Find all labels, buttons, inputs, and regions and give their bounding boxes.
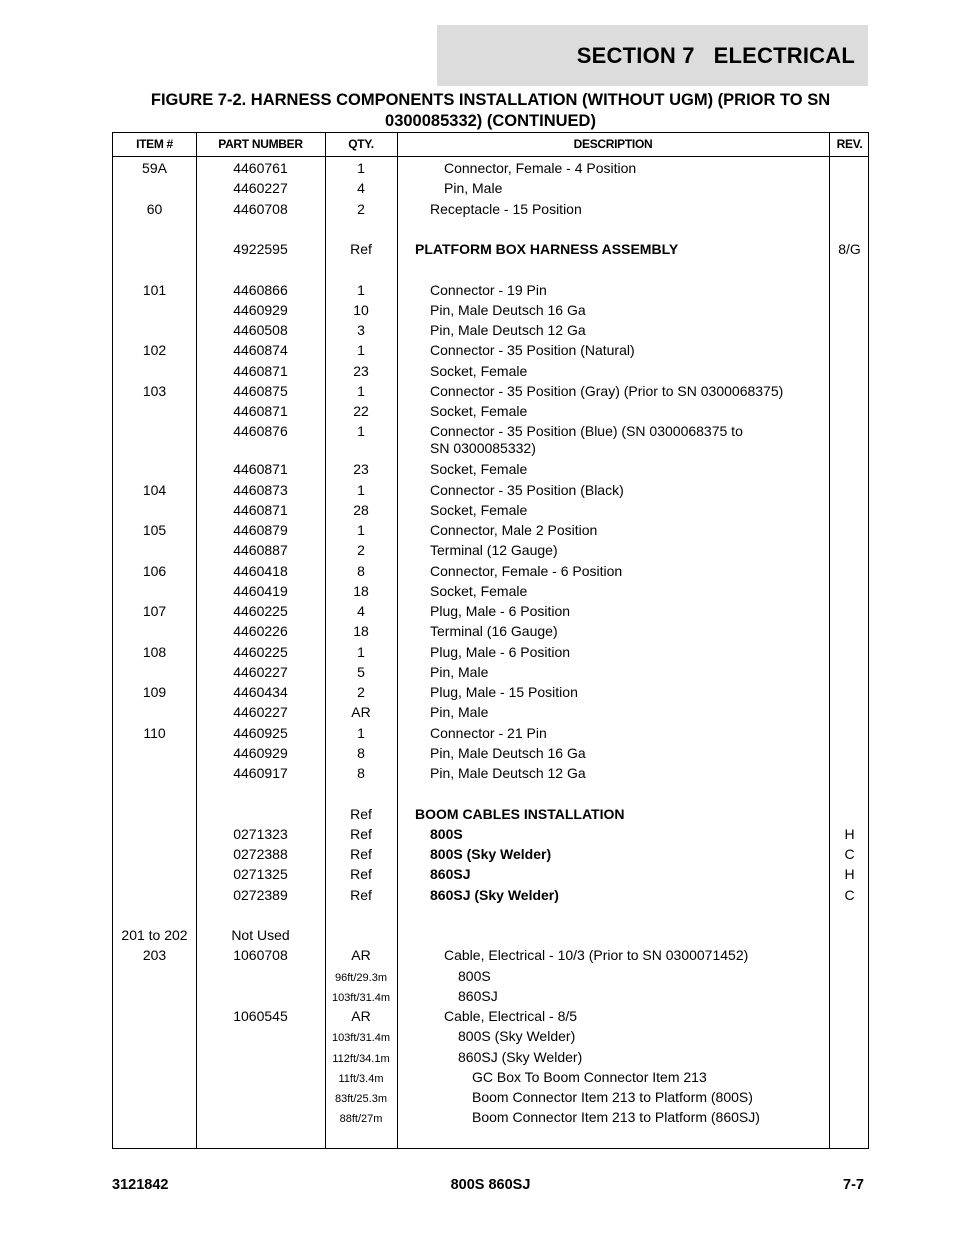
description-line: 860SJ (Sky Welder) (458, 1048, 583, 1065)
cell-qty: 2 (357, 684, 365, 700)
description-line: Connector, Female - 4 Position (444, 160, 637, 176)
cell-rev: C (844, 846, 855, 862)
table-row (113, 402, 868, 422)
cell-qty: 1 (357, 481, 365, 498)
cell-part-number: 4460871 (233, 403, 288, 419)
cell-description (397, 1028, 829, 1045)
table-row (113, 1027, 868, 1047)
cell-rev: H (844, 825, 855, 842)
description-line: BOOM CABLES INSTALLATION (415, 805, 625, 822)
parts-table (112, 132, 869, 1149)
cell-item: 203 (142, 947, 167, 964)
cell-qty: 4 (357, 603, 365, 619)
description-line: Socket, Female (430, 362, 528, 379)
cell-item: 59A (142, 160, 167, 176)
cell-description (397, 482, 829, 499)
table-row (113, 825, 868, 845)
cell-qty: 8 (357, 562, 365, 579)
cell-qty: 1 (357, 522, 365, 538)
description-line: Pin, Male Deutsch 16 Ga (430, 301, 586, 318)
description-line: Pin, Male (430, 704, 489, 721)
table-row (113, 460, 868, 480)
cell-description (397, 866, 829, 883)
cell-part-number: 1060545 (233, 1008, 288, 1024)
table-row (113, 663, 868, 683)
description-line: Pin, Male (444, 180, 503, 197)
cell-description (397, 160, 829, 177)
cell-part-number: 4460929 (233, 744, 288, 761)
cell-part-number: 4460925 (233, 724, 288, 741)
cell-description (397, 947, 829, 964)
cell-qty: 5 (357, 663, 365, 680)
cell-description (397, 745, 829, 762)
cell-part-number: 4460227 (233, 663, 288, 680)
table-row (113, 281, 868, 301)
cell-qty: AR (351, 947, 371, 964)
cell-part-number: 4460866 (233, 281, 288, 298)
description-line: Receptacle - 15 Position (430, 200, 582, 217)
table-row (113, 622, 868, 642)
cell-description (397, 644, 829, 661)
cell-part-number: 0271323 (233, 825, 288, 842)
cell-part-number: 0272388 (233, 846, 288, 862)
cell-rev: 8/G (838, 241, 861, 257)
cell-description (397, 664, 829, 681)
cell-qty: AR (351, 704, 371, 721)
table-row (113, 643, 868, 663)
cell-rev: H (844, 866, 855, 883)
table-row (113, 865, 868, 885)
cell-description (397, 887, 829, 904)
cell-qty: 4 (357, 180, 365, 197)
cell-item: 106 (142, 562, 167, 579)
description-line: PLATFORM BOX HARNESS ASSEMBLY (415, 241, 679, 257)
cell-description (397, 1049, 829, 1066)
cell-description (397, 704, 829, 721)
description-line: 860SJ (430, 866, 471, 883)
cell-qty: 88ft/27m (339, 1113, 383, 1126)
table-row (113, 1007, 868, 1027)
table-row (113, 501, 868, 521)
table-row (113, 260, 868, 280)
table-row (113, 764, 868, 784)
cell-qty: 23 (353, 362, 369, 379)
cell-part-number: 1060708 (233, 947, 288, 964)
table-row (113, 926, 868, 946)
cell-part-number: 4460226 (233, 623, 288, 640)
header-rev: REV. (836, 137, 863, 151)
table-row (113, 967, 868, 987)
cell-part-number: 4460929 (233, 301, 288, 318)
description-line: SN 0300085332) (430, 440, 536, 457)
cell-qty: 1 (357, 342, 365, 359)
cell-description (397, 968, 829, 985)
cell-item: 104 (142, 481, 167, 498)
cell-part-number: 4460887 (233, 542, 288, 559)
table-row (113, 240, 868, 260)
table-row (113, 886, 868, 906)
cell-description (397, 1008, 829, 1025)
table-row (113, 481, 868, 501)
header-part-number: PART NUMBER (218, 137, 303, 151)
description-line: Terminal (12 Gauge) (430, 542, 558, 559)
description-line: Socket, Female (430, 461, 528, 478)
cell-part-number: 4460871 (233, 461, 288, 478)
cell-item: 107 (142, 603, 167, 619)
cell-rev: C (844, 886, 855, 903)
description-line: 800S (Sky Welder) (458, 1028, 576, 1045)
cell-qty: 22 (353, 403, 369, 419)
cell-description (397, 201, 829, 218)
cell-part-number: 4460227 (233, 704, 288, 721)
description-line: Connector - 35 Position (Gray) (Prior to SN 0300068375) (430, 382, 784, 399)
footer-page-number: 7-7 (843, 1177, 864, 1193)
cell-qty: 1 (357, 643, 365, 660)
cell-part-number: 4460761 (233, 160, 288, 176)
cell-part-number: 0272389 (233, 886, 288, 903)
cell-description (397, 806, 829, 823)
description-line: Pin, Male Deutsch 12 Ga (430, 322, 586, 338)
figure-title: FIGURE 7-2. HARNESS COMPONENTS INSTALLATION (WITHOUT UGM) (PRIOR TO SN 0300085332) (CONTINUED) (150, 91, 831, 130)
cell-qty: Ref (350, 805, 372, 822)
header-description: DESCRIPTION (573, 137, 653, 151)
cell-qty: 10 (353, 301, 369, 318)
cell-part-number: 4460874 (233, 342, 288, 359)
cell-qty: 1 (357, 724, 365, 741)
cell-description (397, 623, 829, 640)
description-line: Socket, Female (430, 403, 528, 419)
cell-description (397, 461, 829, 478)
cell-description (397, 988, 829, 1005)
table-row (113, 946, 868, 966)
section-title: SECTION 7 ELECTRICAL (576, 42, 855, 68)
table-row (113, 220, 868, 240)
description-line: Connector - 35 Position (Blue) (SN 0300068375 to (430, 423, 743, 440)
cell-description (397, 765, 829, 782)
cell-qty: 103ft/31.4m (331, 1032, 391, 1045)
cell-part-number: 0271325 (233, 866, 288, 883)
cell-qty: 1 (357, 160, 365, 176)
cell-description (397, 1089, 829, 1106)
cell-description (397, 363, 829, 380)
table-row (113, 906, 868, 926)
cell-description (397, 342, 829, 359)
cell-qty: Ref (350, 241, 372, 257)
cell-description (397, 502, 829, 519)
cell-item: 108 (142, 643, 167, 660)
cell-description (397, 583, 829, 600)
cell-description (397, 1109, 829, 1126)
table-row (113, 179, 868, 199)
description-line: Socket, Female (430, 582, 528, 599)
table-row (113, 1108, 868, 1128)
cell-qty: 23 (353, 461, 369, 478)
description-line: Terminal (16 Gauge) (430, 623, 558, 640)
cell-qty: 2 (357, 200, 365, 217)
description-line: Cable, Electrical - 10/3 (Prior to SN 0300071452) (444, 947, 749, 964)
table-row (113, 582, 868, 602)
cell-description (397, 522, 829, 539)
cell-part-number: 4460708 (233, 200, 288, 217)
description-line: Boom Connector Item 213 to Platform (800S) (472, 1089, 753, 1105)
cell-qty: AR (351, 1008, 371, 1024)
description-line: Connector - 35 Position (Black) (430, 481, 624, 498)
table-row (113, 1068, 868, 1088)
cell-part-number: 4922595 (233, 241, 288, 257)
cell-qty: 18 (353, 582, 369, 599)
description-line: Pin, Male Deutsch 16 Ga (430, 744, 586, 761)
table-row (113, 541, 868, 561)
header-divider (113, 156, 868, 157)
description-line: Connector, Male 2 Position (430, 522, 598, 538)
cell-qty: 8 (357, 765, 365, 781)
description-line: GC Box To Boom Connector Item 213 (472, 1068, 707, 1085)
description-line: Socket, Female (430, 501, 528, 518)
cell-part-number: 4460875 (233, 382, 288, 399)
cell-qty: 96ft/29.3m (335, 971, 387, 984)
table-row (113, 422, 868, 460)
cell-item: 109 (142, 684, 167, 700)
cell-qty: 1 (357, 382, 365, 399)
cell-description (397, 826, 829, 843)
table-row (113, 845, 868, 865)
cell-item: 110 (143, 724, 166, 741)
cell-qty: 18 (353, 623, 369, 640)
table-row (113, 159, 868, 179)
description-line: Connector - 19 Pin (430, 281, 547, 298)
cell-part-number: 4460879 (233, 522, 288, 538)
cell-description (397, 542, 829, 559)
cell-item: 102 (142, 342, 167, 359)
table-row (113, 341, 868, 361)
cell-item: 201 to 202 (121, 927, 188, 943)
cell-description (397, 684, 829, 701)
cell-description (397, 423, 829, 457)
description-line: 860SJ (Sky Welder) (430, 886, 559, 903)
table-row (113, 805, 868, 825)
cell-qty: 103ft/31.4m (331, 991, 391, 1004)
cell-item: 60 (146, 200, 163, 217)
description-line: 800S (458, 967, 491, 984)
cell-description (397, 302, 829, 319)
cell-qty: 1 (357, 423, 365, 440)
cell-part-number: 4460873 (233, 481, 288, 498)
cell-qty: Ref (350, 825, 372, 842)
cell-part-number: 4460434 (233, 684, 288, 700)
cell-qty: 8 (357, 744, 365, 761)
cell-qty: 2 (357, 542, 365, 559)
cell-description (397, 403, 829, 420)
description-line: Cable, Electrical - 8/5 (444, 1008, 578, 1024)
cell-part-number: Not Used (231, 927, 290, 943)
description-line: Pin, Male Deutsch 12 Ga (430, 765, 586, 781)
cell-description (397, 1069, 829, 1086)
cell-description (397, 282, 829, 299)
cell-part-number: 4460871 (233, 501, 288, 518)
cell-description (397, 322, 829, 339)
cell-part-number: 4460917 (233, 765, 288, 781)
cell-qty: 11ft/3.4m (338, 1072, 384, 1085)
table-row (113, 362, 868, 382)
description-line: Plug, Male - 15 Position (430, 684, 578, 700)
table-row (113, 562, 868, 582)
table-row (113, 301, 868, 321)
description-line: Connector, Female - 6 Position (430, 562, 623, 579)
cell-qty: 3 (357, 322, 365, 338)
cell-part-number: 4460418 (233, 562, 288, 579)
cell-part-number: 4460508 (233, 322, 288, 338)
table-row (113, 703, 868, 723)
cell-description (397, 603, 829, 620)
cell-part-number: 4460871 (233, 362, 288, 379)
cell-part-number: 4460225 (233, 643, 288, 660)
table-row (113, 200, 868, 220)
cell-qty: 28 (353, 501, 369, 518)
description-line: Pin, Male (430, 663, 489, 680)
cell-description (397, 241, 829, 258)
table-row (113, 744, 868, 764)
cell-part-number: 4460225 (233, 603, 288, 619)
description-line: Plug, Male - 6 Position (430, 603, 571, 619)
description-line: Boom Connector Item 213 to Platform (860SJ) (472, 1109, 760, 1126)
cell-description (397, 563, 829, 580)
description-line: 860SJ (458, 987, 498, 1004)
cell-qty: 1 (357, 281, 365, 298)
header-item: ITEM # (136, 137, 173, 151)
cell-qty: Ref (350, 886, 372, 903)
cell-description (397, 383, 829, 400)
cell-qty: 112ft/34.1m (332, 1052, 390, 1065)
footer-doc-number: 3121842 (112, 1177, 169, 1193)
cell-qty: Ref (350, 846, 372, 862)
cell-item: 105 (142, 522, 167, 538)
cell-part-number: 4460227 (233, 180, 288, 197)
description-line: 800S (Sky Welder) (430, 846, 552, 862)
table-row (113, 1048, 868, 1068)
table-row (113, 784, 868, 804)
section-header (437, 25, 868, 86)
cell-qty: Ref (350, 866, 372, 883)
footer-model: 800S 860SJ (450, 1177, 531, 1193)
cell-description (397, 180, 829, 197)
header-qty: QTY. (348, 137, 374, 151)
cell-item: 103 (142, 382, 167, 399)
table-row (113, 1088, 868, 1108)
table-row (113, 382, 868, 402)
table-row (113, 683, 868, 703)
cell-qty: 83ft/25.3m (335, 1093, 387, 1105)
cell-item: 101 (142, 281, 167, 298)
description-line: Connector - 35 Position (Natural) (430, 342, 635, 359)
description-line: Connector - 21 Pin (430, 724, 547, 741)
cell-part-number: 4460419 (233, 582, 288, 599)
table-row (113, 321, 868, 341)
cell-description (397, 725, 829, 742)
table-row (113, 521, 868, 541)
description-line: 800S (430, 825, 463, 842)
description-line: Plug, Male - 6 Position (430, 643, 571, 660)
table-row (113, 724, 868, 744)
cell-part-number: 4460876 (233, 423, 288, 440)
cell-description (397, 846, 829, 863)
table-row (113, 602, 868, 622)
table-row (113, 987, 868, 1007)
table-body (113, 159, 868, 1129)
